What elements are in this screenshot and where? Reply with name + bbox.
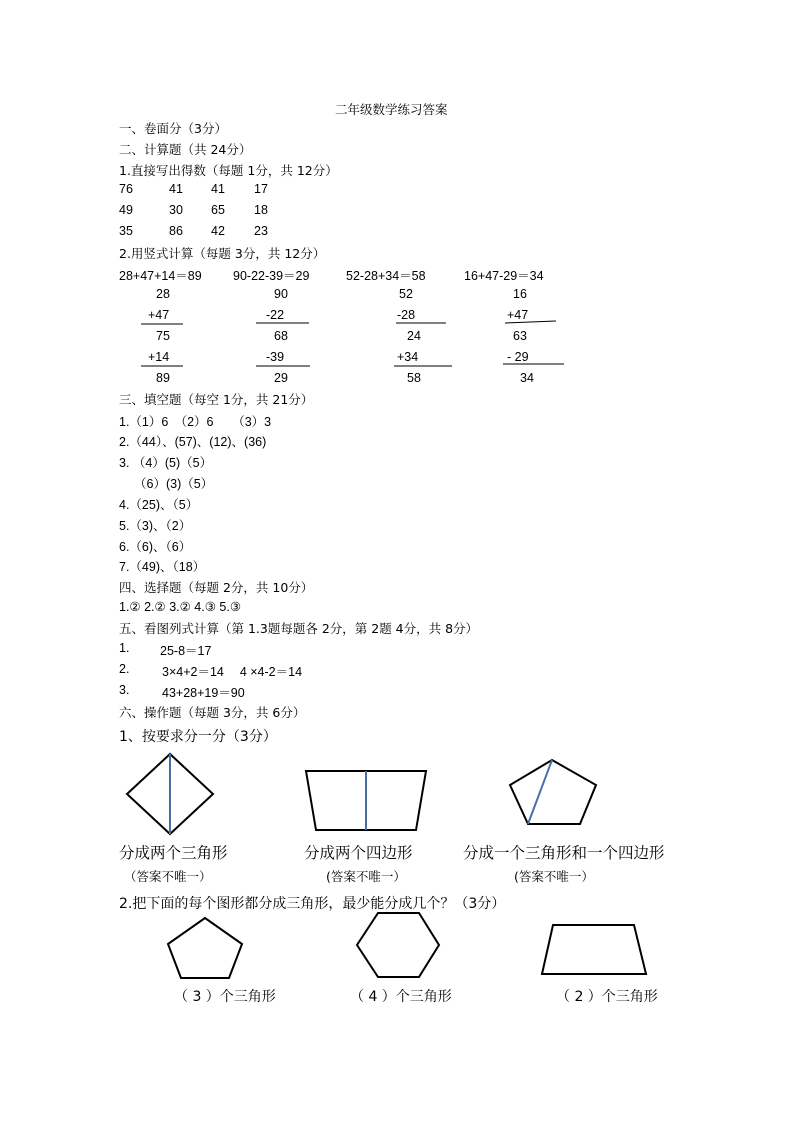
vert-2-r2: 29 <box>274 371 288 385</box>
op2-label-3: （ 2 ）个三角形 <box>556 989 658 1005</box>
vert-2-op1: -22 <box>266 308 285 322</box>
direct-r1c3: 41 <box>211 182 225 196</box>
calc-3-num: 3. <box>119 683 130 697</box>
vert-2-op2: -39 <box>266 350 285 364</box>
op1-label-2: 分成两个四边形 <box>304 844 413 862</box>
vert-4-op2: - 29 <box>507 350 529 364</box>
op1-note-1: （答案不唯一） <box>124 869 212 884</box>
fill-4: 4.（25)、（5） <box>119 498 199 512</box>
direct-r1c4: 17 <box>254 182 268 196</box>
fill-3: 3. （4）(5)（5） <box>119 456 213 470</box>
section-1-heading: 一、卷面分（3分） <box>119 121 227 136</box>
direct-r1c1: 76 <box>119 182 133 196</box>
vert-1-a: 28 <box>156 287 170 301</box>
vert-1-op1: +47 <box>148 308 170 322</box>
op1-note-2: (答案不唯一） <box>326 869 406 884</box>
operation-2-heading: 2.把下面的每个图形都分成三角形，最少能分成几个？（3分） <box>119 896 506 912</box>
vert-1-r2: 89 <box>156 371 170 385</box>
op1-label-3: 分成一个三角形和一个四边形 <box>463 844 665 862</box>
equation-3: 52-28+34＝58 <box>346 269 426 283</box>
section-2-heading: 二、计算题（共 24分） <box>119 142 252 157</box>
section-2-2-heading: 2.用竖式计算（每题 3分，共 12分） <box>119 246 326 261</box>
calc-2-expr: 3×4+2＝14 4 ×4-2＝14 <box>162 665 303 679</box>
vert-4-line-1 <box>505 321 556 323</box>
vert-2-r1: 68 <box>274 329 288 343</box>
vert-3-a: 52 <box>399 287 413 301</box>
fill-1: 1.（1）6 （2）6 （3）3 <box>119 415 272 429</box>
page-title: 二年级数学练习答案 <box>335 102 448 117</box>
vert-3-op2: +34 <box>397 350 419 364</box>
direct-r2c2: 30 <box>169 203 183 217</box>
op2-label-2: （ 4 ）个三角形 <box>350 989 452 1005</box>
direct-r1c2: 41 <box>169 182 183 196</box>
vert-4-a: 16 <box>513 287 527 301</box>
direct-r2c3: 65 <box>211 203 225 217</box>
vert-1-r1: 75 <box>156 329 170 343</box>
vert-2-a: 90 <box>274 287 288 301</box>
section-6-heading: 六、操作题（每题 3分，共 6分） <box>119 705 306 720</box>
fill-7: 7.（49)、（18） <box>119 560 206 574</box>
trapezoid-shape-2 <box>542 925 646 974</box>
pentagon-shape <box>510 760 596 824</box>
section-3-heading: 三、填空题（每空 1分，共 21分） <box>119 392 314 407</box>
vert-4-op1: +47 <box>507 308 529 322</box>
vert-1-op2: +14 <box>148 350 170 364</box>
direct-r3c2: 86 <box>169 224 183 238</box>
equation-2: 90-22-39＝29 <box>233 269 310 283</box>
direct-r3c1: 35 <box>119 224 133 238</box>
calc-1-expr: 25-8＝17 <box>160 644 212 658</box>
fill-3b: （6）(3)（5） <box>134 477 214 491</box>
choice-answers: 1.② 2.② 3.② 4.③ 5.③ <box>119 600 242 614</box>
calc-1-num: 1. <box>119 641 130 655</box>
equation-1: 28+47+14＝89 <box>119 269 202 283</box>
op2-label-1: （ 3 ）个三角形 <box>174 989 276 1005</box>
op1-label-1: 分成两个三角形 <box>119 844 228 862</box>
direct-r3c4: 23 <box>254 224 268 238</box>
calc-3-expr: 43+28+19＝90 <box>162 686 245 700</box>
op1-note-3: (答案不唯一） <box>514 869 594 884</box>
fill-6: 6.（6)、（6） <box>119 540 192 554</box>
direct-r3c3: 42 <box>211 224 225 238</box>
vert-3-r2: 58 <box>407 371 421 385</box>
fill-5: 5.（3)、（2） <box>119 519 192 533</box>
section-4-heading: 四、选择题（每题 2分，共 10分） <box>119 580 314 595</box>
vert-4-r1: 63 <box>513 329 527 343</box>
section-2-1-heading: 1.直接写出得数（每题 1分，共 12分） <box>119 163 338 178</box>
hexagon-shape <box>357 913 439 977</box>
direct-r2c1: 49 <box>119 203 133 217</box>
vertical-calc-lines <box>141 321 564 366</box>
vert-3-op1: -28 <box>397 308 416 322</box>
fill-2: 2.（44）、(57)、(12)、(36) <box>119 435 267 449</box>
pentagon-divider-line <box>528 760 552 824</box>
equation-4: 16+47-29＝34 <box>464 269 544 283</box>
vert-3-r1: 24 <box>407 329 421 343</box>
section-5-heading: 五、看图列式计算（第 1.3题每题各 2分，第 2题 4分，共 8分） <box>119 621 479 636</box>
direct-r2c4: 18 <box>254 203 268 217</box>
operation-1-heading: 1、按要求分一分（3分） <box>119 729 277 745</box>
pentagon-shape-2 <box>168 918 242 978</box>
vert-4-r2: 34 <box>520 371 534 385</box>
calc-2-num: 2. <box>119 662 130 676</box>
